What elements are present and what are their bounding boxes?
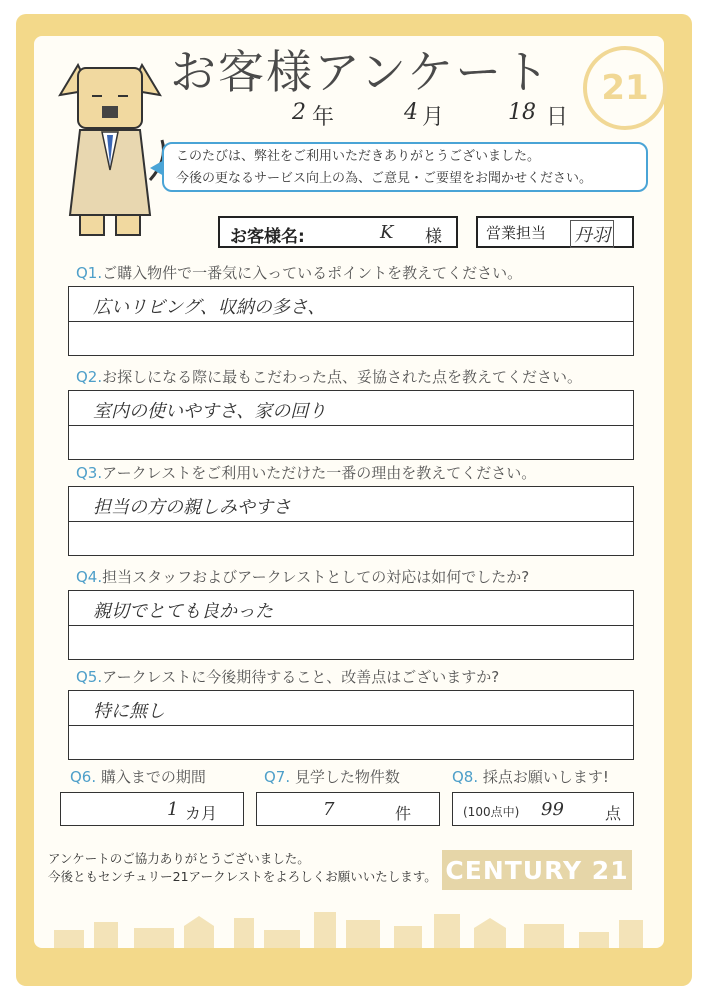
greeting-line-2: 今後の更なるサービス向上の為、ご意見・ご要望をお聞かせください。 (176, 171, 593, 186)
question-1: Q1.ご購入物件で一番気に入っているポイントを教えてください。 (76, 264, 523, 282)
answer-2-text: 室内の使いやすさ、家の回り (93, 401, 327, 422)
answer-4-text: 親切でとても良かった (93, 601, 273, 622)
answer-box-1[interactable] (68, 286, 634, 356)
date-year-value: 2 (292, 100, 306, 125)
question-5: Q5.アークレストに今後期待すること、改善点はございますか? (76, 668, 500, 686)
sales-staff-label: 営業担当 (486, 224, 547, 242)
closing-line-1: アンケートのご協力ありがとうございました。 (48, 851, 310, 866)
answer-1-text: 広いリビング、収納の多さ、 (93, 297, 326, 318)
greeting-line-1: このたびは、弊社をご利用いただきありがとうございました。 (176, 149, 541, 164)
viewed-properties-value: 7 (323, 799, 335, 820)
page-title: お客様アンケート (170, 45, 552, 99)
question-2: Q2.お探しになる際に最もこだわった点、妥協された点を教えてください。 (76, 368, 582, 386)
date-day-value: 18 (508, 100, 536, 125)
purchase-period-value: 1 (167, 799, 179, 820)
century21-logo-badge: 21 (583, 46, 667, 130)
mascot-dog-icon (50, 40, 170, 240)
answer-5-text: 特に無し (93, 701, 165, 722)
answer-box-5[interactable] (68, 690, 634, 760)
score-scale-label: (100点中) (463, 805, 520, 819)
question-6: Q6. 購入までの期間 (70, 768, 206, 786)
purchase-period-unit: カ月 (185, 804, 218, 823)
purchase-period-box[interactable] (60, 792, 244, 826)
greeting-speech-bubble (162, 142, 648, 192)
customer-name-suffix: 様 (425, 227, 442, 247)
customer-name-label: お客様名: (230, 227, 305, 247)
question-8: Q8. 採点お願いします! (452, 768, 609, 786)
date-month-value: 4 (404, 100, 418, 125)
question-4: Q4.担当スタッフおよびアークレストとしての対応は如何でしたか? (76, 568, 530, 586)
city-skyline-decoration (34, 900, 664, 948)
score-box[interactable] (452, 792, 634, 826)
closing-message (48, 850, 437, 886)
viewed-properties-unit: 件 (395, 804, 412, 823)
answer-box-4[interactable] (68, 590, 634, 660)
score-value: 99 (541, 799, 564, 820)
sales-staff-box (476, 216, 634, 248)
question-3: Q3.アークレストをご利用いただけた一番の理由を教えてください。 (76, 464, 537, 482)
customer-name-value[interactable]: K (380, 222, 394, 243)
answer-box-3[interactable] (68, 486, 634, 556)
answer-box-2[interactable] (68, 390, 634, 460)
sales-staff-value[interactable]: 丹羽 (570, 220, 614, 248)
customer-name-box (218, 216, 458, 248)
score-unit: 点 (605, 804, 622, 823)
closing-line-2: 今後ともセンチュリー21アークレストをよろしくお願いいたします。 (48, 869, 437, 884)
answer-3-text: 担当の方の親しみやすさ (93, 497, 291, 518)
century21-brand-logo: CENTURY 21 (442, 850, 632, 890)
viewed-properties-box[interactable] (256, 792, 440, 826)
date-day-unit: 日 (546, 105, 569, 130)
date-year-unit: 年 (312, 105, 335, 130)
date-month-unit: 月 (422, 105, 445, 130)
question-7: Q7. 見学した物件数 (264, 768, 400, 786)
